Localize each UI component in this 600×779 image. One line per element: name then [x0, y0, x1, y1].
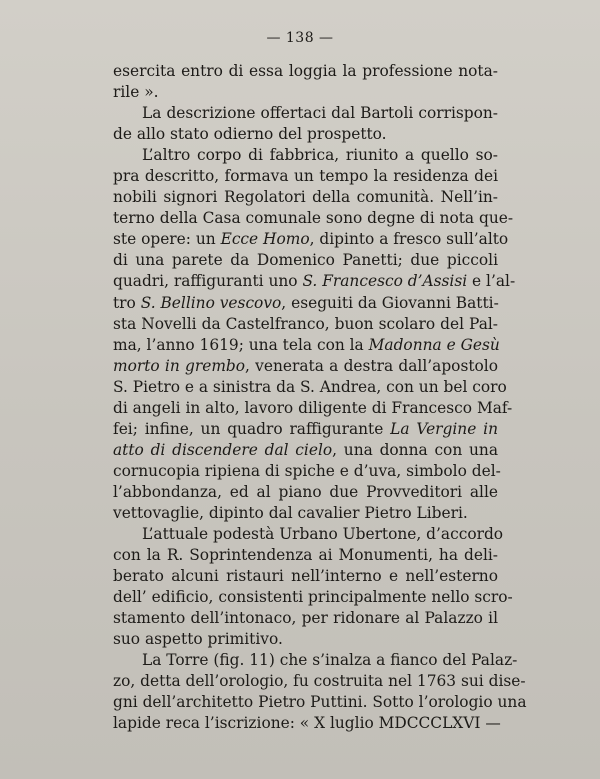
text-line [113, 713, 501, 734]
text-line [113, 187, 498, 208]
text-line [113, 124, 498, 145]
text-run: L’attuale podestà Urbano Ubertone, d’accordo [142, 525, 504, 544]
text-line [113, 293, 498, 314]
text-line [113, 377, 507, 398]
text-run: esercita entro di essa loggia la professione nota- [113, 62, 498, 80]
text-line [113, 419, 498, 440]
text-run: e l’al- [467, 272, 516, 291]
text-line [113, 608, 498, 629]
text-run: di una parete da Domenico Panetti; due piccoli [113, 251, 498, 270]
text-run: sta Novelli da Castelfranco, buon scolaro del Pal- [113, 314, 498, 333]
text-run: ste opere: un [113, 230, 221, 249]
text-run: , eseguiti da Giovanni Batti- [281, 293, 499, 312]
text-line [113, 145, 498, 166]
text-line [113, 671, 526, 692]
text-run: , dipinto a fresco sull’alto [309, 230, 509, 249]
text-run: terno della Casa comunale sono degne di nota que- [113, 209, 514, 228]
text-line [113, 524, 504, 545]
text-line [113, 103, 498, 124]
italic-title: Ecce Homo [220, 230, 310, 249]
text-line [113, 545, 498, 566]
text-line [113, 82, 498, 103]
text-run: berato alcuni ristauri nell’interno e nell’esterno [113, 567, 498, 586]
italic-title: La Vergine in [390, 419, 498, 438]
body-text [113, 61, 527, 735]
text-run: l’abbondanza, ed al piano due Provveditori alle [113, 482, 498, 501]
text-run: nobili signori Regolatori della comunità. Nell’in- [113, 188, 498, 207]
text-line [113, 629, 498, 650]
text-line [113, 208, 514, 229]
text-run: , una donna con una [332, 440, 498, 459]
text-run: tro [113, 293, 141, 312]
text-line [113, 314, 498, 335]
italic-title: S. Francesco d’Assisi [302, 272, 468, 291]
text-line [113, 461, 501, 482]
text-line [113, 566, 498, 587]
text-run: lapide reca l’iscrizione: « X luglio MDCCCLXVI — [113, 714, 501, 733]
text-line [113, 61, 498, 82]
text-run: cornucopia ripiena di spiche e d’uva, simbolo del- [113, 461, 501, 480]
text-run: ma, l’anno 1619; una tela con la [113, 335, 369, 354]
text-line [113, 398, 513, 419]
text-line [113, 271, 516, 292]
italic-title: morto in grembo [113, 356, 246, 375]
italic-title: S. Bellino vescovo [140, 293, 282, 312]
text-run: gni dell’architetto Pietro Puttini. Sotto l’orologio una [113, 693, 527, 712]
page-number: — 138 — [266, 30, 334, 46]
text-run: vettovaglie, dipinto dal cavalier Pietro Liberi. [113, 503, 468, 522]
text-line [113, 587, 513, 608]
text-run: S. Pietro e a sinistra da S. Andrea, con un bel coro [113, 377, 507, 396]
text-run: fei; infine, un quadro raffigurante [113, 419, 391, 438]
text-line [113, 335, 498, 356]
text-run: suo aspetto primitivo. [113, 630, 283, 649]
text-line [113, 692, 527, 713]
text-run: La Torre (fig. 11) che s’inalza a fianco del Palaz- [142, 651, 518, 670]
text-run: di angeli in alto, lavoro diligente di Francesco Maf- [113, 398, 513, 417]
text-run: zo, detta dell’orologio, fu costruita nel 1763 sui dise- [113, 672, 526, 691]
italic-title: Madonna e Gesù [368, 335, 500, 354]
text-run: pra descritto, formava un tempo la residenza dei [113, 167, 498, 186]
text-line [113, 166, 498, 187]
text-line [113, 650, 518, 671]
text-line [113, 440, 498, 461]
text-run: de allo stato odierno del prospetto. [113, 125, 387, 144]
text-line [113, 356, 498, 377]
italic-title: atto di discendere dal cielo [113, 440, 333, 459]
text-run: La descrizione offertaci dal Bartoli corrispon- [142, 104, 498, 123]
text-line [113, 250, 498, 271]
text-run: con la R. Soprintendenza ai Monumenti, ha deli- [113, 546, 498, 565]
text-run: quadri, raffiguranti uno [113, 272, 303, 291]
text-run: rile ». [113, 83, 159, 102]
text-run: stamento dell’intonaco, per ridonare al Palazzo il [113, 609, 498, 628]
text-run: , venerata a destra dall’apostolo [245, 356, 498, 375]
text-run: L’altro corpo di fabbrica, riunito a quello so- [142, 146, 498, 165]
text-line [113, 482, 498, 503]
text-line [113, 229, 509, 250]
text-run: dell’ edificio, consistenti principalmente nello scro- [113, 588, 513, 607]
text-line [113, 503, 498, 524]
